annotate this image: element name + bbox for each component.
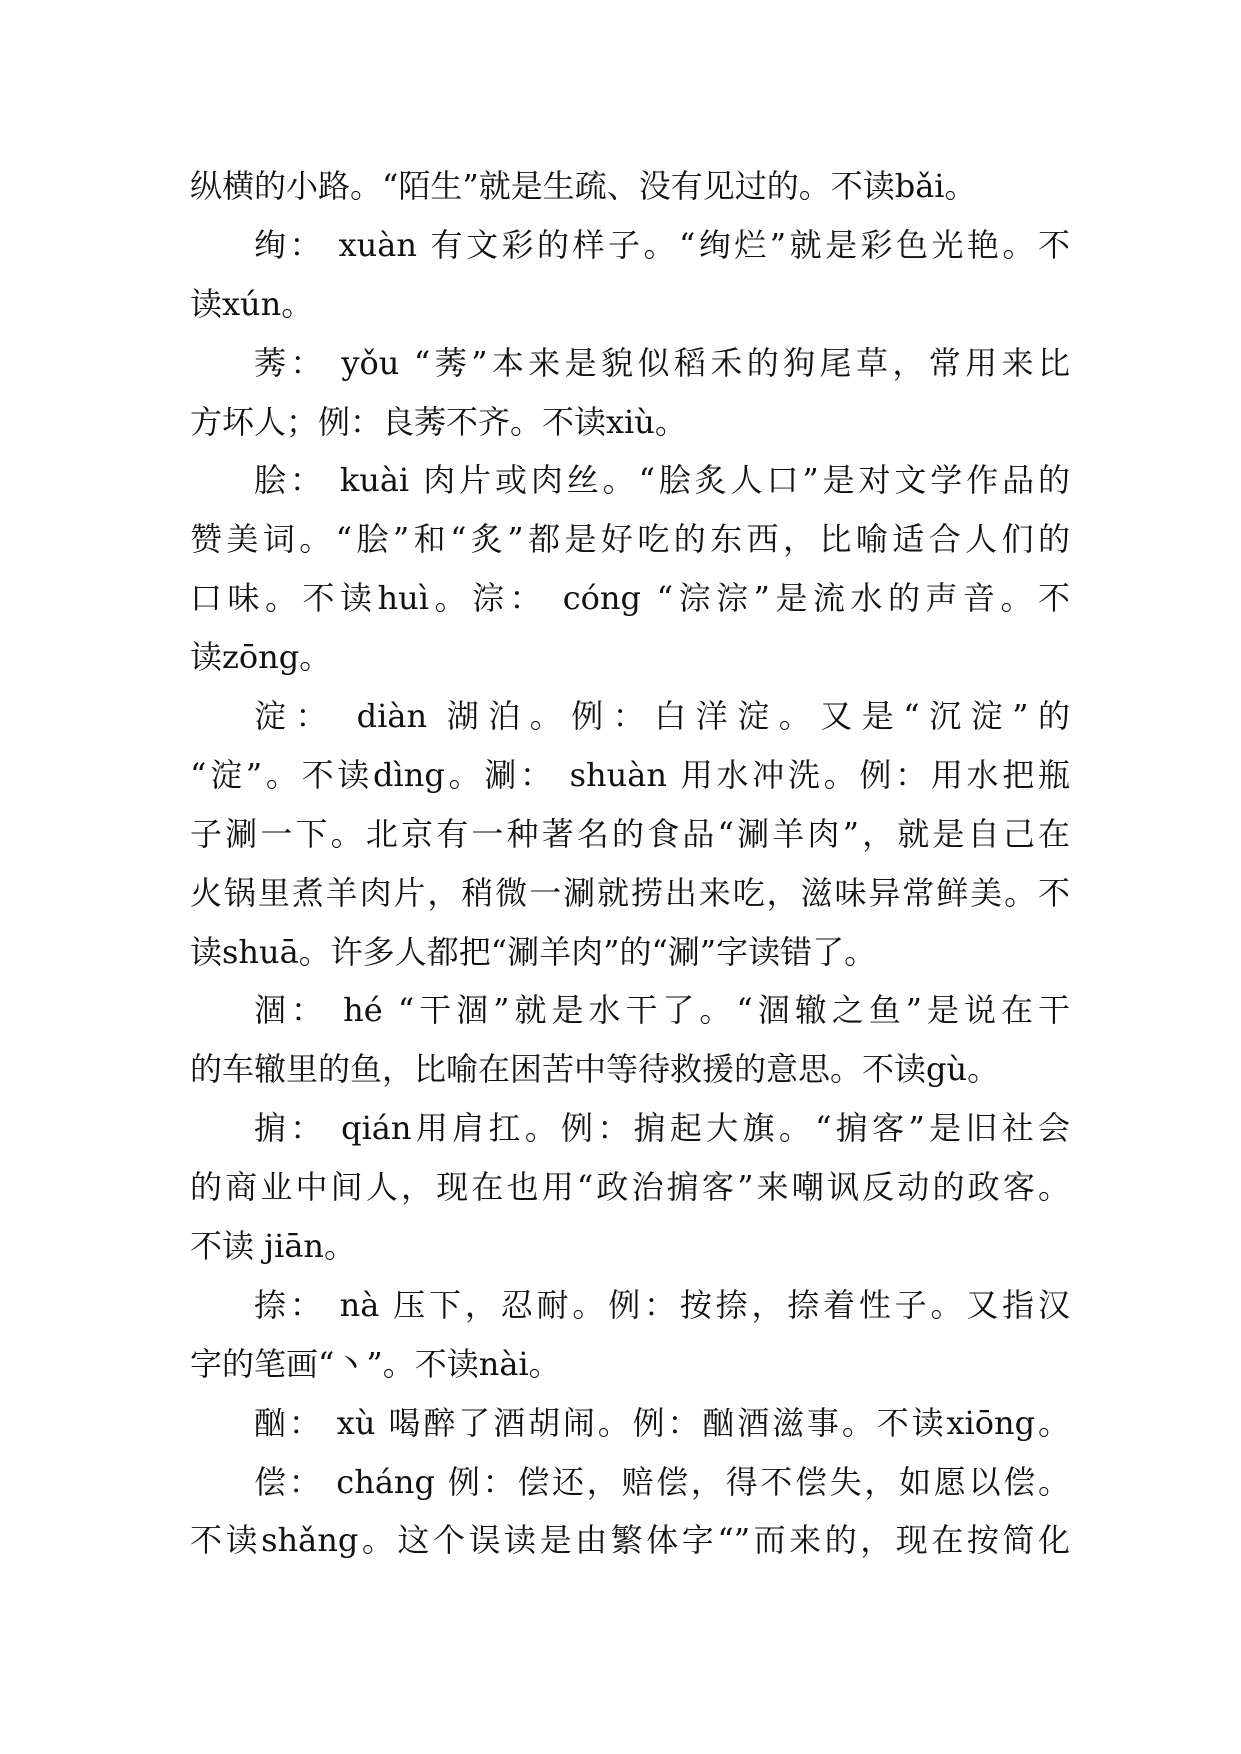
text-line: 读zōng。 — [190, 638, 332, 677]
text-line: 掮： qián用肩扛。例：掮起大旗。“掮客”是旧社会 — [254, 1109, 1070, 1148]
text-line: 纵横的小路。“陌生”就是生疏、没有见过的。不读bǎi。 — [190, 167, 977, 205]
text-line: 子涮一下。北京有一种著名的食品“涮羊肉”，就是自己在 — [190, 814, 1070, 853]
text-line: 火锅里煮羊肉片，稍微一涮就捞出来吃，滋味异常鲜美。不 — [190, 873, 1070, 912]
text-line: 不读 jiān。 — [190, 1227, 357, 1266]
text-line: 偿： cháng 例：偿还，赔偿，得不偿失，如愿以偿。 — [254, 1462, 1070, 1501]
body-text — [190, 157, 1070, 1570]
text-line: 方坏人；例：良莠不齐。不读xiù。 — [190, 402, 687, 441]
text-line: 口味。不读huì。淙： cóng “淙淙”是流水的声音。不 — [190, 579, 1070, 618]
text-line: 脍： kuài 肉片或肉丝。“脍炙人口”是对文学作品的 — [254, 461, 1070, 500]
text-line: 不读shǎng。这个误读是由繁体字“”而来的，现在按简化 — [190, 1521, 1070, 1560]
text-line: 淀： diàn 湖泊。例：白洋淀。又是“沉淀”的 — [254, 697, 1070, 736]
text-line: 的商业中间人，现在也用“政治掮客”来嘲讽反动的政客。 — [190, 1168, 1070, 1207]
text-line: 捺： nà 压下，忍耐。例：按捺，捺着性子。又指汉 — [254, 1285, 1070, 1324]
text-line: 莠： yǒu “莠”本来是貌似稻禾的狗尾草，常用来比 — [254, 343, 1070, 382]
text-line: 字的笔画“丶”。不读nài。 — [190, 1344, 561, 1383]
text-line: 读xún。 — [190, 284, 314, 323]
text-line: 酗： xù 喝醉了酒胡闹。例：酗酒滋事。不读xiōng。 — [254, 1403, 1070, 1442]
text-line: 涸： hé “干涸”就是水干了。“涸辙之鱼”是说在干 — [254, 991, 1070, 1030]
text-line: 读shuā。许多人都把“涮羊肉”的“涮”字读错了。 — [190, 932, 877, 971]
text-line: 的车辙里的鱼，比喻在困苦中等待救援的意思。不读gù。 — [190, 1050, 1000, 1089]
text-line: 赞美词。“脍”和“炙”都是好吃的东西，比喻适合人们的 — [190, 520, 1070, 559]
text-line: 绚： xuàn 有文彩的样子。“绚烂”就是彩色光艳。不 — [254, 225, 1070, 264]
text-line: “淀”。不读dìng。涮： shuàn 用水冲洗。例：用水把瓶 — [190, 755, 1070, 794]
